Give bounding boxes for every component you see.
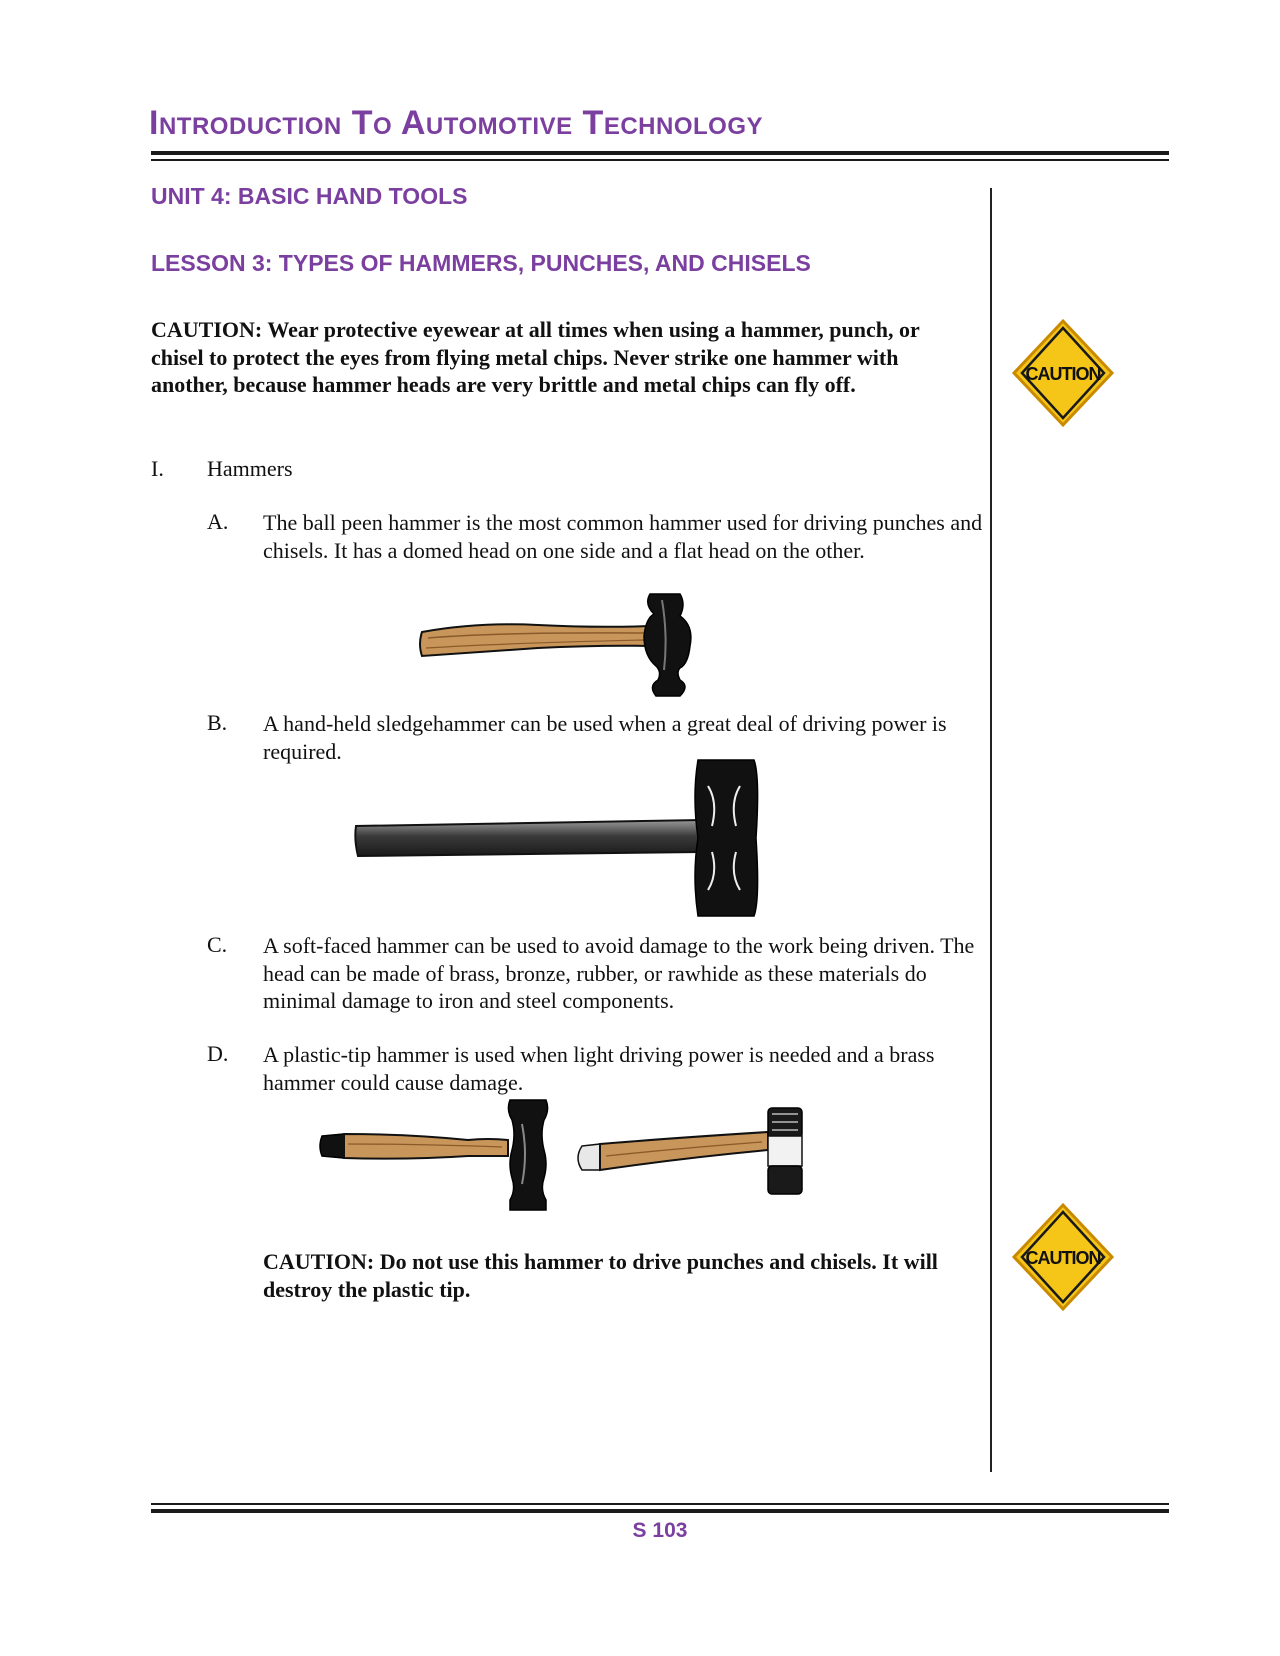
item-c-text: A soft-faced hammer can be used to avoid damage to the work being driven. The head can be made of brass, bronze, rubber, or rawhide as these materials do minimal damage to iron and steel components.	[263, 933, 975, 1013]
item-b-letter: B.	[207, 710, 228, 735]
footer-rule-thick	[151, 1509, 1169, 1513]
caution-sign-icon	[1011, 318, 1115, 428]
soft-faced-hammer-icon	[318, 1094, 558, 1214]
item-a-letter: A.	[207, 509, 229, 534]
sledgehammer-icon	[352, 756, 762, 920]
page-number: S 103	[632, 1519, 688, 1542]
footer-rule-thin	[151, 1503, 1169, 1505]
caution-plastic-tip: CAUTION: Do not use this hammer to drive punches and chisels. It will destroy the plastic tip.	[263, 1249, 938, 1302]
item-a-text: The ball peen hammer is the most common hammer used for driving punches and chisels. It has a domed head on one side and a flat head on the other.	[263, 510, 983, 563]
section-heading: Hammers	[207, 456, 293, 481]
item-c-letter: C.	[207, 932, 228, 957]
plastic-tip-hammer-icon	[572, 1102, 812, 1202]
header-rule-thick	[151, 151, 1169, 155]
caution-sign-label: CAUTION	[1025, 364, 1101, 384]
item-d-letter: D.	[207, 1041, 229, 1066]
margin-divider	[990, 188, 992, 1472]
item-b-text: A hand-held sledgehammer can be used when a great deal of driving power is required.	[263, 711, 947, 764]
ball-peen-hammer-icon	[418, 586, 698, 702]
section-numeral: I.	[151, 456, 164, 481]
unit-title: UNIT 4: BASIC HAND TOOLS	[151, 183, 468, 209]
lesson-title: LESSON 3: TYPES OF HAMMERS, PUNCHES, AND CHISELS	[151, 250, 811, 276]
caution-sign-label: CAUTION	[1025, 1248, 1101, 1268]
caution-sign-icon	[1011, 1202, 1115, 1312]
header-rule-thin	[151, 159, 1169, 161]
item-d-text: A plastic-tip hammer is used when light driving power is needed and a brass hammer could cause damage.	[263, 1042, 935, 1095]
book-title: Introduction To Automotive Technology	[149, 104, 764, 142]
caution-paragraph: CAUTION: Wear protective eyewear at all times when using a hammer, punch, or chisel to protect the eyes from flying metal chips. Never strike one hammer with another, because hammer heads are very brittle and metal chips can fly off.	[151, 317, 920, 397]
